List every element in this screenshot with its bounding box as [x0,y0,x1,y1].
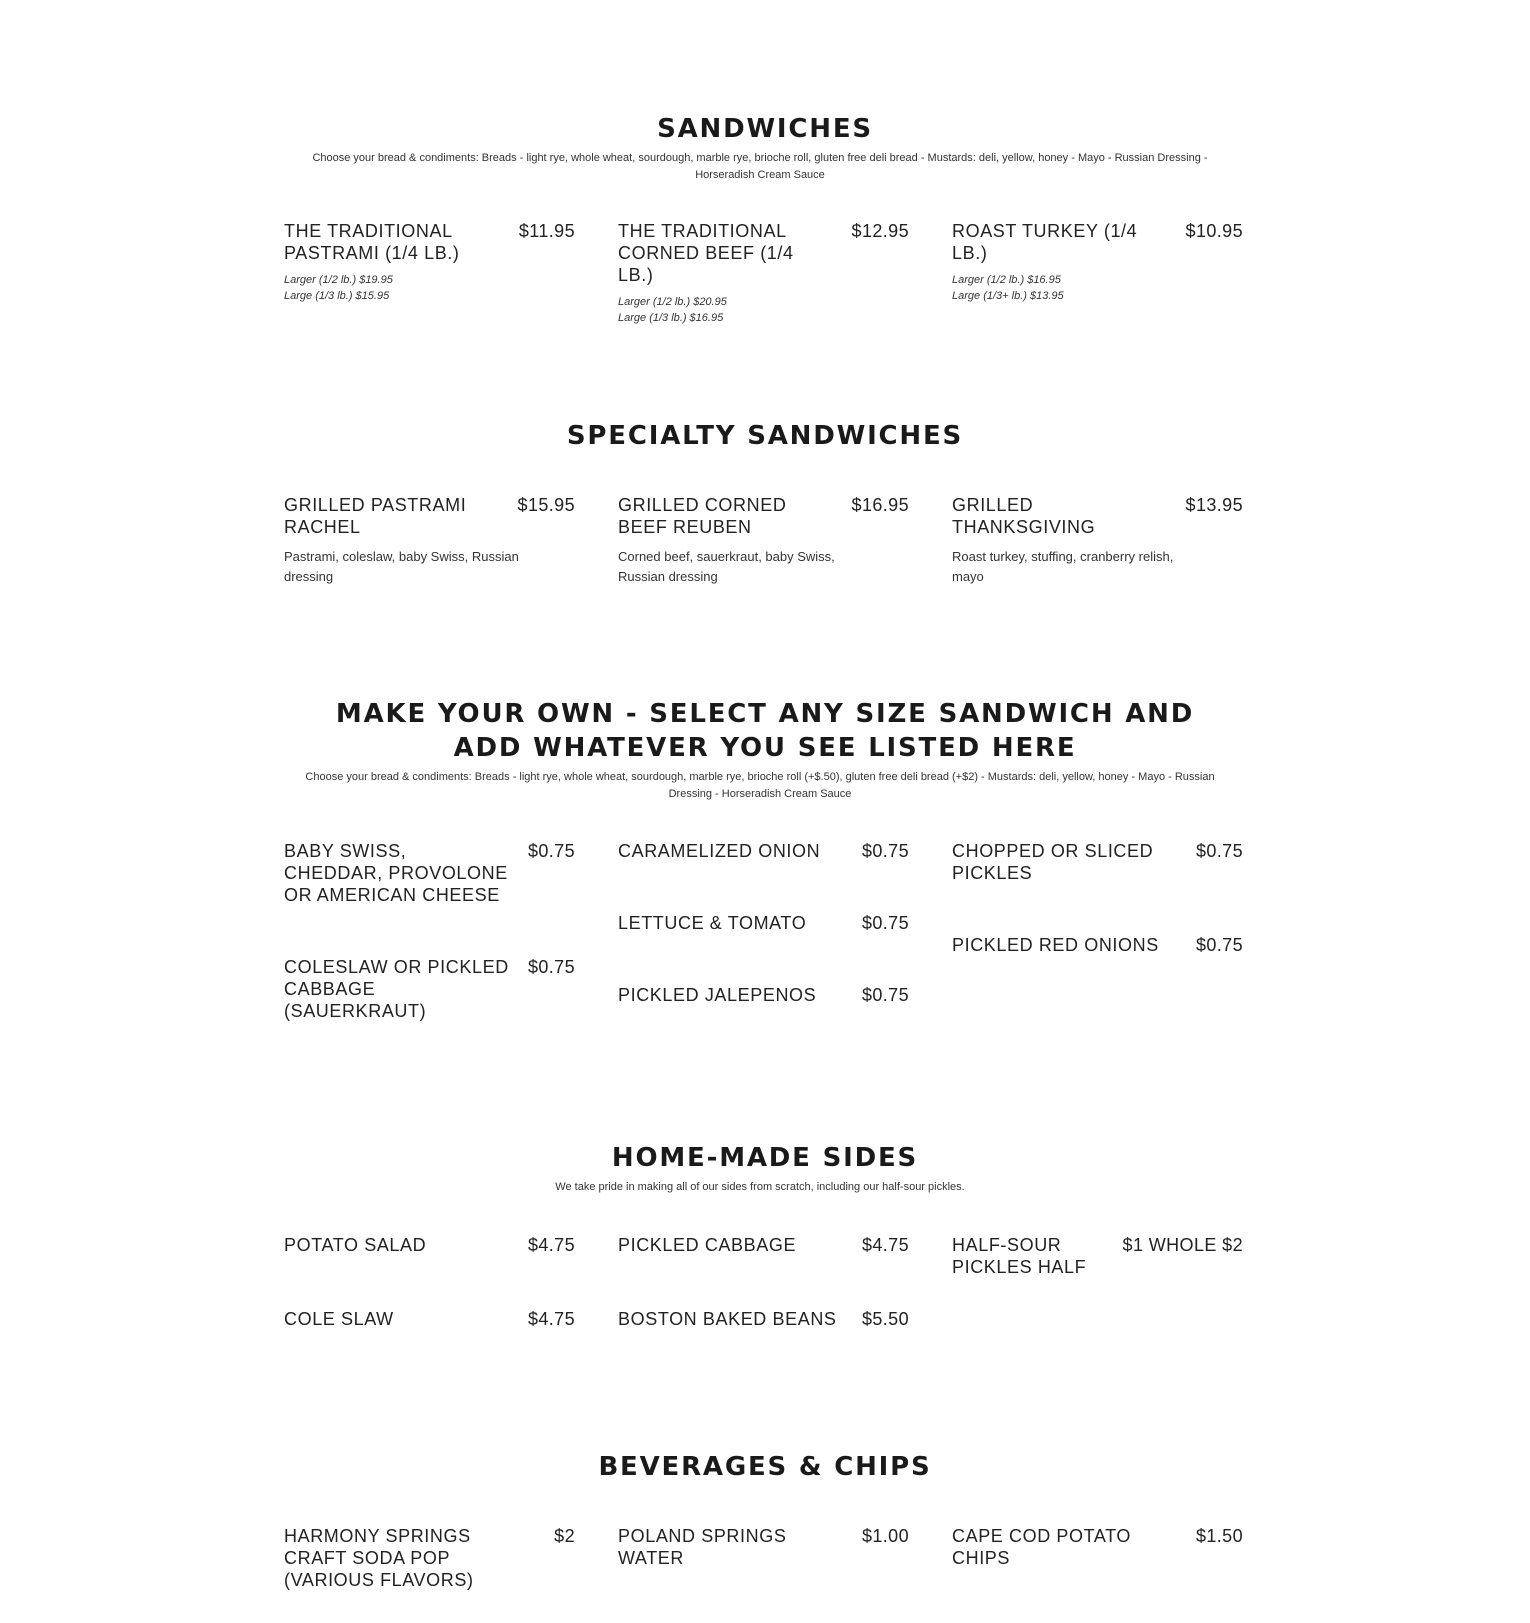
menu-item [952,494,1243,587]
section-title: BEVERAGES & CHIPS [598,1452,932,1482]
section-home-made-sides [284,1141,1246,1329]
menu-column [618,220,909,354]
item-name: GRILLED CORNED BEEF REUBEN [618,495,787,537]
item-price: $16.95 [851,495,909,515]
menu-column [618,1525,909,1597]
item-description: Roast turkey, stuffing, cranberry relish, mayo [952,549,1174,584]
item-size-option: Large (1/3 lb.) $16.95 [618,312,724,324]
item-price: $4.75 [861,1235,909,1255]
menu-item [952,1525,1243,1569]
menu-item [618,984,909,1006]
section-title: SANDWICHES [657,114,873,144]
item-name: POTATO SALAD [284,1235,427,1255]
menu-column [952,494,1243,615]
item-price: $0.75 [1195,935,1243,955]
menu-item [284,1308,575,1330]
menu-item [284,840,575,906]
menu-item [618,840,909,862]
item-price: $0.75 [861,985,909,1005]
item-price: $0.75 [527,957,575,977]
menu-item [618,494,909,587]
item-name: POLAND SPRINGS WATER [618,1526,787,1568]
item-size-option: Larger (1/2 lb.) $19.95 [284,274,393,286]
menu-column [618,840,909,1034]
item-price: $11.95 [518,221,575,241]
section-description: Choose your bread & condiments: Breads - light rye, whole wheat, sourdough, marble rye, brioche roll (+$.50), gluten free deli bread (+$2) - Mustards: deli, yellow, honey - Mayo - Russian Dressing - Horseradish Cream Sauce [305,771,1215,800]
item-name: LETTUCE & TOMATO [618,913,807,933]
item-size-option: Larger (1/2 lb.) $16.95 [952,274,1061,286]
item-name: BOSTON BAKED BEANS [618,1309,837,1329]
item-price: $0.75 [861,841,909,861]
item-size-option: Large (1/3+ lb.) $13.95 [952,290,1064,302]
item-name: GRILLED THANKSGIVING [952,495,1096,537]
menu-column [284,1525,575,1619]
menu-item [284,956,575,1022]
item-description: Corned beef, sauerkraut, baby Swiss, Russian dressing [618,549,835,584]
menu-item [952,220,1243,304]
item-name: ROAST TURKEY (1/4 LB.) [952,221,1138,263]
item-name: PICKLED RED ONIONS [952,935,1159,955]
item-name: CARAMELIZED ONION [618,841,821,861]
menu-item [284,1525,575,1591]
item-name: THE TRADITIONAL CORNED BEEF (1/4 LB.) [618,221,794,285]
item-price: $4.75 [527,1309,575,1329]
section-make-your-own [284,697,1246,1021]
menu-item [618,1234,909,1256]
item-price: $1.50 [1195,1526,1243,1546]
section-beverages-chips [284,1450,1246,1590]
menu-column [952,1234,1243,1306]
item-price: $10.95 [1185,221,1243,241]
item-size-option: Large (1/3 lb.) $15.95 [284,290,390,302]
menu-column [284,494,575,615]
section-specialty-sandwiches [284,419,1246,584]
section-title: SPECIALTY SANDWICHES [566,421,964,451]
menu-column [284,220,575,332]
menu-item [618,912,909,934]
menu-item [952,1234,1243,1278]
item-name: CAPE COD POTATO CHIPS [952,1526,1132,1568]
menu-item [618,220,909,326]
menu-column [618,1234,909,1358]
item-price: $4.75 [527,1235,575,1255]
item-name: COLE SLAW [284,1309,394,1329]
section-description: We take pride in making all of our sides from scratch, including our half-sour pickles. [555,1181,965,1193]
item-price: $1.00 [861,1526,909,1546]
menu-column [618,494,909,615]
menu-item [952,934,1243,956]
item-description: Pastrami, coleslaw, baby Swiss, Russian dressing [284,549,519,584]
menu-column [952,1525,1243,1597]
item-name: THE TRADITIONAL PASTRAMI (1/4 LB.) [284,221,460,263]
item-name: HARMONY SPRINGS CRAFT SODA POP (VARIOUS FLAVORS) [284,1526,474,1590]
item-price: $2 [554,1526,575,1546]
item-price: $13.95 [1185,495,1243,515]
item-name: COLESLAW OR PICKLED CABBAGE (SAUERKRAUT) [284,957,509,1021]
item-size-option: Larger (1/2 lb.) $20.95 [618,296,727,308]
menu-column [952,840,1243,984]
item-name: CHOPPED OR SLICED PICKLES [952,841,1154,883]
item-name: HALF-SOUR PICKLES HALF [952,1235,1087,1277]
item-name: GRILLED PASTRAMI RACHEL [284,495,467,537]
item-price: $5.50 [861,1309,909,1329]
menu-item [952,840,1243,884]
section-description: Choose your bread & condiments: Breads - light rye, whole wheat, sourdough, marble rye, brioche roll, gluten free deli bread - Mustards: deli, yellow, honey - Mayo - Russian Dressing - Horseradish Cream Sauce [312,152,1208,181]
item-name: PICKLED CABBAGE [618,1235,797,1255]
menu-item [284,494,575,587]
menu-item [618,1525,909,1569]
menu-column [284,840,575,1050]
menu-column [952,220,1243,332]
menu-item [284,1234,575,1256]
item-price: $1 WHOLE $2 [1122,1235,1243,1255]
menu-item [618,1308,909,1330]
section-title: HOME-MADE SIDES [611,1143,919,1173]
item-price: $15.95 [517,495,575,515]
menu-column [284,1234,575,1358]
item-price: $12.95 [851,221,909,241]
item-price: $0.75 [527,841,575,861]
item-name: PICKLED JALEPENOS [618,985,817,1005]
section-sandwiches [284,112,1246,324]
item-price: $0.75 [861,913,909,933]
section-title: MAKE YOUR OWN - SELECT ANY SIZE SANDWICH AND ADD WHATEVER YOU SEE LISTED HERE [335,699,1195,763]
menu-item [284,220,575,304]
item-name: BABY SWISS, CHEDDAR, PROVOLONE OR AMERICAN CHEESE [284,841,508,905]
item-price: $0.75 [1195,841,1243,861]
